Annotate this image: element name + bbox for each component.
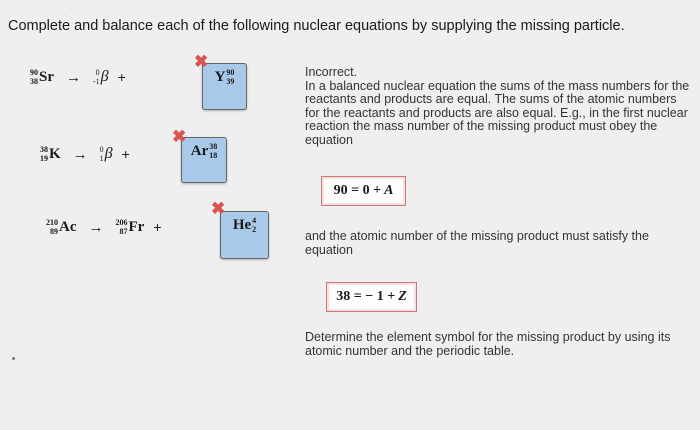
feedback-title: Incorrect.: [305, 65, 358, 79]
mass-number: 4: [252, 216, 257, 225]
element-symbol: Y: [214, 68, 226, 85]
stray-dot: [12, 357, 15, 360]
atomic-number: 89: [50, 227, 58, 236]
answer-box-3[interactable]: [220, 211, 269, 259]
equation-3: [46, 218, 171, 236]
element-symbol: Sr: [39, 68, 54, 85]
atomic-number: 18: [209, 151, 218, 160]
equation-1: [30, 68, 135, 86]
equation-2: [40, 145, 139, 163]
mass-number: 0: [99, 145, 104, 154]
hint-text-block: [305, 331, 690, 358]
incorrect-x-icon: ✖: [194, 52, 209, 71]
atomic-equation-lhs: 38 = − 1 +: [336, 289, 396, 304]
atomic-feedback-text: and the atomic number of the missing product must satisfy the equation: [305, 229, 649, 257]
reaction-arrow: →: [66, 68, 81, 86]
atomic-variable: Z: [398, 289, 407, 304]
incorrect-x-icon: ✖: [211, 199, 226, 218]
atomic-feedback: [305, 230, 690, 257]
mass-number: 90: [30, 68, 38, 77]
mass-variable: A: [384, 183, 394, 198]
answer-box-1[interactable]: [202, 63, 247, 110]
element-symbol: Ar: [190, 142, 209, 159]
atomic-number: 19: [40, 154, 48, 163]
beta-particle: [100, 145, 113, 163]
reactant-nuclide: [46, 218, 77, 236]
reaction-arrow: →: [88, 218, 104, 236]
answer-nuclide: [215, 68, 235, 86]
question-heading: Complete and balance each of the following nuclear equations by supplying the missing particle.: [8, 18, 625, 34]
atomic-number: -1: [93, 77, 100, 86]
reaction-arrow: →: [72, 145, 88, 163]
mass-number: 210: [46, 218, 58, 227]
plus-sign: +: [153, 219, 162, 235]
answer-box-2[interactable]: [181, 137, 227, 183]
mass-number: 206: [115, 218, 128, 227]
mass-number: 90: [226, 68, 235, 77]
hint-text: Determine the element symbol for the missing product by using its atomic number and the periodic table.: [305, 330, 671, 358]
element-symbol: He: [232, 216, 252, 233]
mass-number: 38: [209, 142, 218, 151]
element-symbol: Fr: [128, 218, 145, 235]
answer-nuclide: [233, 216, 256, 234]
element-symbol: Ac: [59, 218, 77, 235]
element-symbol: K: [49, 145, 61, 162]
atomic-number: 1: [99, 154, 104, 163]
mass-equation-lhs: 90 = 0 +: [333, 183, 382, 198]
mass-equation-box: [321, 176, 406, 206]
atomic-equation-box: [326, 282, 417, 312]
atomic-number: 87: [119, 227, 128, 236]
atomic-number: 39: [226, 77, 235, 86]
plus-sign: +: [121, 146, 130, 162]
feedback-explanation: In a balanced nuclear equation the sums of the mass numbers for the reactants and products are equal. The sums of the atomic numbers for the reactants and products are also equal. E.g., in the first nuclear reaction the mass number of the missing product must obey the equation: [305, 78, 690, 147]
answer-nuclide: [191, 142, 218, 160]
particle-symbol: β: [104, 145, 113, 162]
atomic-number: 38: [30, 77, 38, 86]
feedback-panel: [305, 66, 690, 147]
mass-number: 38: [40, 145, 48, 154]
reactant-nuclide: [40, 145, 61, 163]
faint-mark: .: [64, 12, 66, 18]
plus-sign: +: [117, 69, 126, 85]
mass-number: 0: [95, 68, 100, 77]
product-nuclide: [116, 218, 145, 236]
beta-particle: [93, 68, 109, 86]
reactant-nuclide: [30, 68, 54, 86]
atomic-number: 2: [252, 225, 257, 234]
incorrect-x-icon: ✖: [172, 127, 187, 146]
particle-symbol: β: [100, 68, 109, 85]
